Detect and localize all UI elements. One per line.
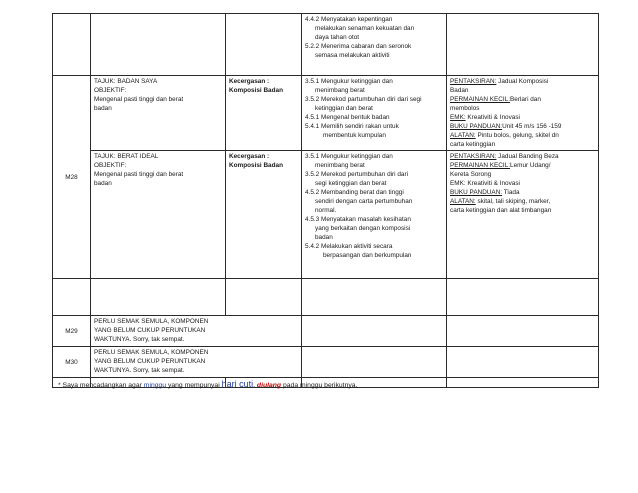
standard-line: melakukan senaman kekuatan dan xyxy=(315,25,415,32)
focus-cell xyxy=(226,151,302,279)
topic-cell xyxy=(91,76,226,151)
standard-line: badan xyxy=(315,234,333,241)
assessment-text: Jadual Komposisi xyxy=(496,78,549,85)
table-row xyxy=(53,14,599,76)
standard-line: menimbang berat xyxy=(315,162,365,169)
note-line: WAKTUNYA. Sorry, tak sempat. xyxy=(94,367,185,374)
topic-cell xyxy=(91,151,226,279)
standard-line: yang berkaitan dengan komposisi xyxy=(315,225,411,232)
notes-cell xyxy=(447,14,599,76)
table-row xyxy=(53,347,599,378)
standard-line: 3.5.2 Merekod pertumbuhan diri dari xyxy=(305,171,409,178)
note-line: PERLU SEMAK SEMULA, KOMPONEN xyxy=(94,349,209,356)
table-row xyxy=(53,151,599,279)
week-cell xyxy=(53,347,91,378)
table-row xyxy=(53,316,599,347)
standard-line: sendiri dengan carta pertumbuhan xyxy=(315,198,413,205)
notes-line: carta ketinggian dan alat timbangan xyxy=(450,207,552,214)
standard-line: ketinggian dan berat xyxy=(315,105,373,112)
notes-line: carta ketinggian xyxy=(450,141,496,148)
focus-line: Kecergasan : xyxy=(229,78,270,85)
notes-cell xyxy=(447,76,599,151)
week-label: M30 xyxy=(65,358,78,366)
standard-line: 3.5.2 Merekod partumbuhan diri dari segi xyxy=(305,96,422,103)
standard-line: 3.5.1 Mengukur ketinggian dan xyxy=(305,78,393,85)
focus-cell xyxy=(226,76,302,151)
standard-line: membentuk kumpulan xyxy=(323,132,386,139)
standards-cell xyxy=(302,14,447,76)
note-cell xyxy=(91,347,302,378)
notes-line: EMK: Kreativiti & Inovasi xyxy=(450,180,520,187)
topic-line: Mengenal pasti tinggi dan berat xyxy=(94,171,184,178)
standard-line: berpasangan dan berkumpulan xyxy=(323,252,412,259)
standard-line: 4.4.2 Menyatakan kepentingan xyxy=(305,16,393,23)
standards-cell xyxy=(302,151,447,279)
standard-line: 4.5.2 Membanding berat dan tinggi xyxy=(305,189,404,196)
standard-line: 5.4.1 Memilih sendiri rakan untuk xyxy=(305,123,399,130)
note-line: YANG BELUM CUKUP PERUNTUKAN xyxy=(94,358,206,365)
standard-line: 3.5.1 Mengukur ketinggian dan xyxy=(305,153,393,160)
guidebook-label: BUKU PANDUAN: xyxy=(450,189,503,196)
table-row xyxy=(53,76,599,151)
guidebook-label: BUKU PANDUAN: xyxy=(450,123,503,130)
guidebook-text: Unit 45 m/s 156 -159 xyxy=(502,123,562,130)
note-line: PERLU SEMAK SEMULA, KOMPONEN xyxy=(94,318,209,325)
topic-line: badan xyxy=(94,180,112,187)
week-cell xyxy=(53,76,91,279)
highlight-repeat: diulang xyxy=(256,382,282,389)
notes-line: membolos xyxy=(450,105,480,112)
standard-line: 5.4.2 Melakukan aktiviti secara xyxy=(305,243,393,250)
note-cell xyxy=(91,316,302,347)
game-label: PERMAINAN KECIL: xyxy=(450,96,511,103)
assessment-text: Jadual Banding Beza xyxy=(496,153,559,160)
week-cell xyxy=(53,316,91,347)
equipment-label: ALATAN: xyxy=(450,132,476,139)
focus-line: Komposisi Badan xyxy=(229,162,283,169)
standard-line: menimbang berat xyxy=(315,87,365,94)
week-label: M28 xyxy=(65,173,78,181)
highlight-week: minggu xyxy=(143,382,167,389)
equipment-text: Pintu bolos, gelung, skitel dn xyxy=(475,132,559,139)
standard-line: 4.5.1 Mengenal bentuk badan xyxy=(305,114,390,121)
standard-line: segi ketinggian dan berat xyxy=(315,180,387,187)
note-line: WAKTUNYA. Sorry, tak sempat. xyxy=(94,336,185,343)
standards-cell xyxy=(302,76,447,151)
equipment-label: ALATAN: xyxy=(450,198,476,205)
assessment-label: PENTAKSIRAN: xyxy=(450,153,497,160)
topic-line: badan xyxy=(94,105,112,112)
standard-line: 5.2.2 Menerima cabaran dan seronok xyxy=(305,43,412,50)
notes-line: Badan xyxy=(450,87,469,94)
focus-line: Kecergasan : xyxy=(229,153,270,160)
game-text: Berlari dan xyxy=(510,96,541,103)
table-row xyxy=(53,279,599,316)
week-label: M29 xyxy=(65,327,78,335)
standard-line: daya tahan otot xyxy=(315,34,360,41)
focus-line: Komposisi Badan xyxy=(229,87,283,94)
topic-line: TAJUK: BERAT IDEAL xyxy=(94,153,159,160)
topic-line: OBJEKTIF: xyxy=(94,87,127,94)
emk-text: Kreativiti & Inovasi xyxy=(465,114,520,121)
lesson-plan-table xyxy=(52,13,599,388)
emk-label: EMK: xyxy=(450,114,466,121)
note-line: YANG BELUM CUKUP PERUNTUKAN xyxy=(94,327,206,334)
equipment-text: skital, tali skiping, marker, xyxy=(475,198,551,205)
highlight-holiday: hari cuti xyxy=(221,379,254,389)
notes-line: Kereta Sorong xyxy=(450,171,492,178)
guidebook-text: Tiada xyxy=(502,189,520,196)
game-label: PERMAINAN KECIL: xyxy=(450,162,511,169)
topic-cell xyxy=(91,14,226,76)
focus-cell xyxy=(226,14,302,76)
topic-line: TAJUK: BADAN SAYA xyxy=(94,78,158,85)
assessment-label: PENTAKSIRAN: xyxy=(450,78,497,85)
game-text: Lemur Udang/ xyxy=(510,162,551,169)
standard-line: 4.5.3 Menyatakan masalah kesihatan xyxy=(305,216,411,223)
notes-cell xyxy=(447,151,599,279)
week-cell xyxy=(53,14,91,76)
standard-line: semasa melakukan aktiviti xyxy=(315,52,390,59)
topic-line: OBJEKTIF: xyxy=(94,162,127,169)
footnote: * Saya mencadangkan agar minggu yang mempunyai hari cuti, diulang pada minggu berikutnya. xyxy=(58,379,358,389)
standard-line: normal. xyxy=(315,207,337,214)
topic-line: Mengenal pasti tinggi dan berat xyxy=(94,96,184,103)
